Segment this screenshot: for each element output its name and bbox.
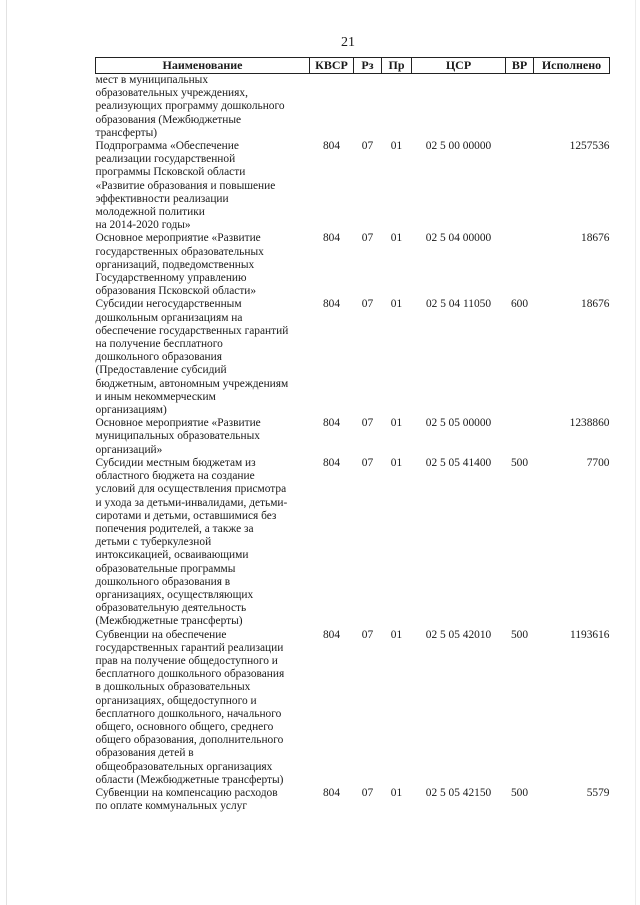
name-line: организаций, подведомственных [95,258,255,271]
name-line: Государственному управлению [95,272,247,285]
cell-vr: 600 [510,298,529,311]
cell-amount: 18676 [581,298,610,311]
cell-csr: 02 5 05 42010 [425,628,492,641]
cell-name [96,232,310,298]
cell-amount: 5579 [586,786,610,799]
name-line: общеобразовательных организациях [95,760,273,773]
cell-name [96,140,310,232]
name-line: дошкольного образования [95,351,222,364]
name-line: образовательные программы [95,562,236,575]
cell-vr [506,232,534,298]
name-line: общего образования, дополнительного [95,734,284,747]
cell-name [96,298,310,417]
cell-rz [354,74,382,141]
header-kvsr: КВСР [310,58,354,74]
header-csr: ЦСР [412,58,506,74]
table-row [96,457,610,629]
cell-kvsr: 804 [322,232,341,245]
budget-execution-table [95,57,610,813]
name-line: муниципальных образовательных [95,430,260,443]
cell-pr: 01 [390,232,403,245]
name-line: реализации государственной [95,153,236,166]
name-line: сиротами и детьми, оставшимися без [95,509,277,522]
cell-vr: 500 [510,628,529,641]
table-row [96,298,610,417]
cell-vr: 500 [510,786,529,799]
table-row [96,232,610,298]
name-line: интоксикацией, осваивающими [95,549,249,562]
name-line: области (Межбюджетные трансферты) [95,773,284,786]
cell-amount: 1257536 [569,140,610,153]
name-line: государственных образовательных [95,245,264,258]
name-line: по оплате коммунальных услуг [95,800,248,813]
name-line: организаций» [95,443,163,456]
name-line: Субсидии местным бюджетам из [95,456,256,469]
cell-pr: 01 [390,628,403,641]
name-line: дошкольного образования в [95,575,231,588]
name-line: в дошкольных образовательных [95,681,251,694]
cell-kvsr: 804 [322,628,341,641]
name-line: условий для осуществления присмотра [95,483,287,496]
header-vr: ВР [506,58,534,74]
name-line: бесплатного дошкольного, начального [95,707,282,720]
cell-kvsr: 804 [322,417,341,430]
name-line: реализующих программу дошкольного [95,100,285,113]
cell-name [96,787,310,813]
name-line: дошкольным организациям на [95,311,243,324]
cell-rz: 07 [361,628,374,641]
scan-edge-left [6,0,7,905]
cell-rz: 07 [361,456,374,469]
cell-amount: 1238860 [569,417,610,430]
name-line: обеспечение государственных гарантий [95,324,289,337]
name-line: молодежной политики [95,206,205,219]
name-line: и иным некоммерческим [95,390,216,403]
cell-rz: 07 [361,417,374,430]
header-pr: Пр [382,58,412,74]
cell-vr [506,417,534,457]
cell-rz: 07 [361,140,374,153]
cell-pr [382,74,412,141]
cell-kvsr: 804 [322,456,341,469]
header-rz: Рз [354,58,382,74]
table-body [96,74,610,814]
cell-pr: 01 [390,456,403,469]
cell-name [96,417,310,457]
cell-amount: 1193616 [570,628,610,641]
cell-rz: 07 [361,298,374,311]
cell-csr: 02 5 05 41400 [425,456,492,469]
name-line: образования (Межбюджетные [95,113,242,126]
cell-csr [412,74,506,141]
cell-name [96,629,310,787]
cell-amount: 7700 [586,456,610,469]
cell-csr: 02 5 05 00000 [425,417,492,430]
name-line: общего, основного общего, среднего [95,720,274,733]
cell-pr: 01 [390,298,403,311]
name-line: на получение бесплатного [95,338,223,351]
header-name: Наименование [96,58,310,74]
name-line: Субсидии негосударственным [95,298,242,311]
cell-vr [506,74,534,141]
scan-edge-right [635,0,636,905]
name-line: «Развитие образования и повышение [95,179,276,192]
name-line: (Предоставление субсидий [95,364,227,377]
cell-pr: 01 [390,140,403,153]
cell-pr: 01 [390,786,403,799]
name-line: организациях, общедоступного и [95,694,257,707]
cell-rz: 07 [361,232,374,245]
cell-csr: 02 5 04 11050 [425,298,492,311]
cell-rz: 07 [361,786,374,799]
cell-amount: 18676 [581,232,610,245]
cell-csr: 02 5 05 42150 [425,786,492,799]
name-line: организациям) [95,404,167,417]
table-row [96,629,610,787]
table-row [96,140,610,232]
name-line: бесплатного дошкольного образования [95,668,285,681]
name-line: образовательную деятельность [95,602,247,615]
cell-pr: 01 [390,417,403,430]
cell-amount [534,74,610,141]
name-line: областного бюджета на создание [95,470,255,483]
name-line: образования детей в [95,747,194,760]
name-line: бюджетным, автономным учреждениям [95,377,289,390]
cell-csr: 02 5 00 00000 [425,140,492,153]
name-line: и ухода за детьми-инвалидами, детьми- [95,496,288,509]
name-line: эффективности реализации [95,192,229,205]
name-line: трансферты) [95,126,158,139]
name-line: образовательных учреждениях, [95,87,248,100]
cell-name [96,74,310,141]
name-line: Основное мероприятие «Развитие [95,232,261,245]
cell-vr: 500 [510,456,529,469]
cell-kvsr [310,74,354,141]
page-number: 21 [341,35,355,50]
table-row [96,417,610,457]
name-line: Субвенции на компенсацию расходов [95,786,278,799]
cell-name [96,457,310,629]
name-line: детьми с туберкулезной [95,536,212,549]
name-line: прав на получение общедоступного и [95,654,278,667]
name-line: организациях, осуществляющих [95,588,254,601]
header-amount: Исполнено [534,58,610,74]
table-header-row [96,58,610,74]
name-line: Основное мероприятие «Развитие [95,417,261,430]
table-row [96,74,610,141]
cell-csr: 02 5 04 00000 [425,232,492,245]
cell-kvsr: 804 [322,140,341,153]
name-line: (Межбюджетные трансферты) [95,615,243,628]
name-line: мест в муниципальных [95,74,209,86]
cell-vr [506,140,534,232]
name-line: на 2014-2020 годы» [95,219,191,232]
name-line: государственных гарантий реализации [95,641,284,654]
name-line: попечения родителей, а также за [95,522,254,535]
table-row [96,787,610,813]
name-line: Подпрограмма «Обеспечение [95,140,239,153]
name-line: образования Псковской области» [95,285,257,298]
name-line: Субвенции на обеспечение [95,628,227,641]
cell-kvsr: 804 [322,298,341,311]
cell-kvsr: 804 [322,786,341,799]
name-line: программы Псковской области [95,166,246,179]
